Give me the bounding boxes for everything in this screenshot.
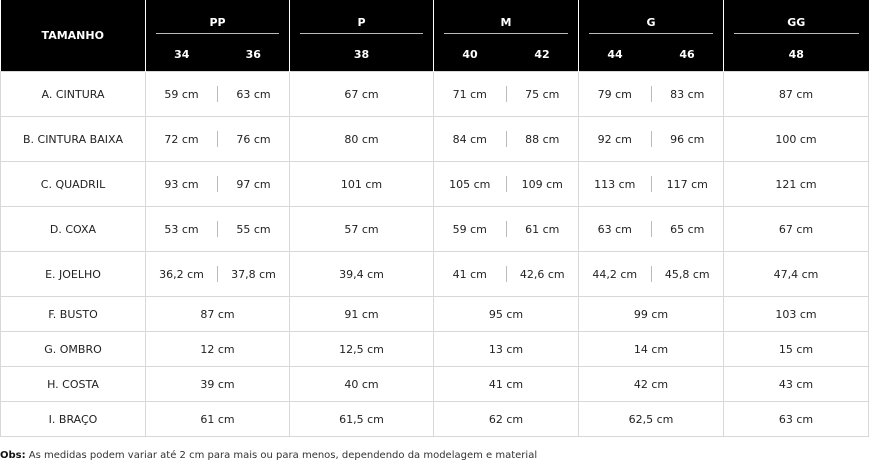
measurement-value: 41 cm bbox=[452, 267, 487, 281]
measurement-value: 72 cm bbox=[164, 132, 199, 146]
measurement-cell bbox=[579, 297, 724, 332]
row-label: A. CINTURA bbox=[1, 72, 146, 117]
table-row bbox=[1, 162, 869, 207]
measurement-cell bbox=[146, 117, 290, 162]
measurement-value: 121 cm bbox=[775, 177, 817, 191]
measurement-value: 62,5 cm bbox=[628, 412, 674, 426]
size-number: 34 bbox=[174, 47, 190, 61]
measurement-value: 57 cm bbox=[344, 222, 379, 236]
row-label: G. OMBRO bbox=[1, 332, 146, 367]
measurement-cell bbox=[724, 332, 869, 367]
measurement-value: 44,2 cm bbox=[592, 267, 638, 281]
measurement-cell bbox=[434, 252, 579, 297]
measurement-value: 62 cm bbox=[488, 412, 524, 426]
measurement-value: 14 cm bbox=[633, 342, 669, 356]
measurement-cell bbox=[724, 252, 869, 297]
measurement-cell bbox=[434, 207, 579, 252]
measurement-value: 105 cm bbox=[449, 177, 491, 191]
measurement-cell bbox=[579, 72, 724, 117]
measurement-value: 67 cm bbox=[344, 87, 379, 101]
measurement-value: 37,8 cm bbox=[231, 267, 276, 281]
measurement-cell bbox=[724, 402, 869, 437]
measurement-cell bbox=[290, 117, 434, 162]
measurement-value: 40 cm bbox=[344, 377, 379, 391]
measurement-value: 117 cm bbox=[666, 177, 708, 191]
measurement-cell bbox=[146, 297, 290, 332]
measurement-value: 59 cm bbox=[164, 87, 199, 101]
measurement-value: 80 cm bbox=[344, 132, 379, 146]
table-row bbox=[1, 332, 869, 367]
measurement-value: 91 cm bbox=[344, 307, 379, 321]
row-label: D. COXA bbox=[1, 207, 146, 252]
group-label: PP bbox=[156, 16, 279, 34]
measurement-value: 87 cm bbox=[200, 307, 235, 321]
measurement-cell bbox=[290, 207, 434, 252]
measurement-cell bbox=[579, 162, 724, 207]
measurement-cell bbox=[146, 402, 290, 437]
measurement-value: 88 cm bbox=[525, 132, 560, 146]
measurement-cell bbox=[290, 72, 434, 117]
measurement-value: 61 cm bbox=[200, 412, 235, 426]
table-row bbox=[1, 72, 869, 117]
measurement-value: 96 cm bbox=[670, 132, 705, 146]
size-number: 46 bbox=[679, 47, 695, 61]
measurement-value: 97 cm bbox=[236, 177, 271, 191]
measurement-value: 109 cm bbox=[521, 177, 563, 191]
row-label: H. COSTA bbox=[1, 367, 146, 402]
table-row bbox=[1, 117, 869, 162]
measurement-cell bbox=[434, 367, 579, 402]
measurement-value: 43 cm bbox=[778, 377, 814, 391]
size-number: 36 bbox=[245, 47, 261, 61]
table-header bbox=[1, 0, 869, 72]
measurement-cell bbox=[724, 207, 869, 252]
size-number: 48 bbox=[788, 47, 804, 61]
measurement-value: 61 cm bbox=[525, 222, 560, 236]
measurement-value: 55 cm bbox=[236, 222, 271, 236]
size-number: 38 bbox=[353, 47, 370, 61]
measurement-cell bbox=[290, 297, 434, 332]
measurement-value: 87 cm bbox=[778, 87, 814, 101]
row-label: C. QUADRIL bbox=[1, 162, 146, 207]
measurement-cell bbox=[579, 332, 724, 367]
measurement-value: 95 cm bbox=[488, 307, 524, 321]
measurement-value: 76 cm bbox=[236, 132, 271, 146]
measurement-cell bbox=[290, 162, 434, 207]
table-row bbox=[1, 367, 869, 402]
group-label: M bbox=[444, 16, 568, 34]
measurement-value: 47,4 cm bbox=[773, 267, 819, 281]
size-number: 40 bbox=[462, 47, 478, 61]
measurement-value: 45,8 cm bbox=[664, 267, 710, 281]
measurement-value: 92 cm bbox=[597, 132, 632, 146]
measurement-cell bbox=[434, 72, 579, 117]
measurement-cell bbox=[146, 162, 290, 207]
measurement-value: 103 cm bbox=[775, 307, 817, 321]
measurement-value: 59 cm bbox=[452, 222, 487, 236]
measurement-value: 15 cm bbox=[778, 342, 814, 356]
measurement-value: 63 cm bbox=[236, 87, 271, 101]
table-row bbox=[1, 207, 869, 252]
measurement-value: 41 cm bbox=[488, 377, 524, 391]
table-row bbox=[1, 252, 869, 297]
size-numbers-p bbox=[290, 37, 434, 72]
measurement-cell bbox=[579, 252, 724, 297]
measurement-value: 63 cm bbox=[778, 412, 814, 426]
measurement-value: 93 cm bbox=[164, 177, 199, 191]
measurement-value: 42,6 cm bbox=[519, 267, 565, 281]
measurement-cell bbox=[146, 207, 290, 252]
group-label: P bbox=[300, 16, 423, 34]
size-numbers-pp bbox=[146, 37, 290, 72]
measurement-value: 63 cm bbox=[597, 222, 632, 236]
note-label: Obs: bbox=[0, 450, 26, 461]
measurement-cell bbox=[434, 162, 579, 207]
table-row bbox=[1, 402, 869, 437]
group-header-pp bbox=[146, 0, 290, 37]
row-label: I. BRAÇO bbox=[1, 402, 146, 437]
measurement-value: 42 cm bbox=[633, 377, 669, 391]
measurement-value: 39 cm bbox=[200, 377, 235, 391]
measurement-value: 12 cm bbox=[200, 342, 235, 356]
note-text: As medidas podem variar até 2 cm para mais ou para menos, dependendo da modelagem e material bbox=[25, 450, 538, 461]
measurement-value: 61,5 cm bbox=[339, 412, 384, 426]
size-numbers-gg bbox=[724, 37, 869, 72]
measurement-cell bbox=[579, 207, 724, 252]
measurement-cell bbox=[724, 72, 869, 117]
measurement-value: 67 cm bbox=[778, 222, 814, 236]
size-number: 42 bbox=[534, 47, 550, 61]
size-numbers-g bbox=[579, 37, 724, 72]
measurement-cell bbox=[434, 332, 579, 367]
measurement-cell bbox=[434, 402, 579, 437]
measurement-value: 53 cm bbox=[164, 222, 199, 236]
row-label: F. BUSTO bbox=[1, 297, 146, 332]
measurement-cell bbox=[579, 402, 724, 437]
measurement-value: 36,2 cm bbox=[159, 267, 204, 281]
measurement-cell bbox=[579, 367, 724, 402]
group-label: G bbox=[589, 16, 713, 34]
table-row bbox=[1, 297, 869, 332]
group-header-g bbox=[579, 0, 724, 37]
group-header-gg bbox=[724, 0, 869, 37]
group-label: GG bbox=[734, 16, 859, 34]
size-number: 44 bbox=[607, 47, 623, 61]
measurement-cell bbox=[724, 117, 869, 162]
measurement-cell bbox=[146, 332, 290, 367]
measurement-value: 101 cm bbox=[340, 177, 383, 191]
row-label: B. CINTURA BAIXA bbox=[1, 117, 146, 162]
measurement-value: 65 cm bbox=[670, 222, 705, 236]
measurement-value: 12,5 cm bbox=[339, 342, 384, 356]
measurement-cell bbox=[434, 297, 579, 332]
measurement-value: 84 cm bbox=[452, 132, 487, 146]
size-numbers-m bbox=[434, 37, 579, 72]
measurement-cell bbox=[146, 367, 290, 402]
group-header-p bbox=[290, 0, 434, 37]
measurement-value: 75 cm bbox=[525, 87, 560, 101]
row-label: E. JOELHO bbox=[1, 252, 146, 297]
size-header-label: TAMANHO bbox=[1, 0, 146, 72]
measurement-value: 113 cm bbox=[594, 177, 636, 191]
table-body bbox=[1, 72, 869, 437]
measurement-cell bbox=[434, 117, 579, 162]
measurement-cell bbox=[290, 367, 434, 402]
measurement-value: 100 cm bbox=[775, 132, 817, 146]
measurement-value: 99 cm bbox=[633, 307, 669, 321]
group-header-m bbox=[434, 0, 579, 37]
measurement-cell bbox=[724, 367, 869, 402]
measurement-cell bbox=[290, 252, 434, 297]
measurement-value: 83 cm bbox=[670, 87, 705, 101]
measurement-value: 79 cm bbox=[597, 87, 632, 101]
measurement-value: 13 cm bbox=[488, 342, 524, 356]
measurement-value: 39,4 cm bbox=[339, 267, 384, 281]
measurement-cell bbox=[724, 162, 869, 207]
measurement-value: 71 cm bbox=[452, 87, 487, 101]
measurement-note bbox=[0, 450, 537, 461]
measurement-cell bbox=[146, 252, 290, 297]
measurement-cell bbox=[724, 297, 869, 332]
measurement-cell bbox=[146, 72, 290, 117]
measurement-cell bbox=[290, 332, 434, 367]
measurement-cell bbox=[290, 402, 434, 437]
measurement-cell bbox=[579, 117, 724, 162]
